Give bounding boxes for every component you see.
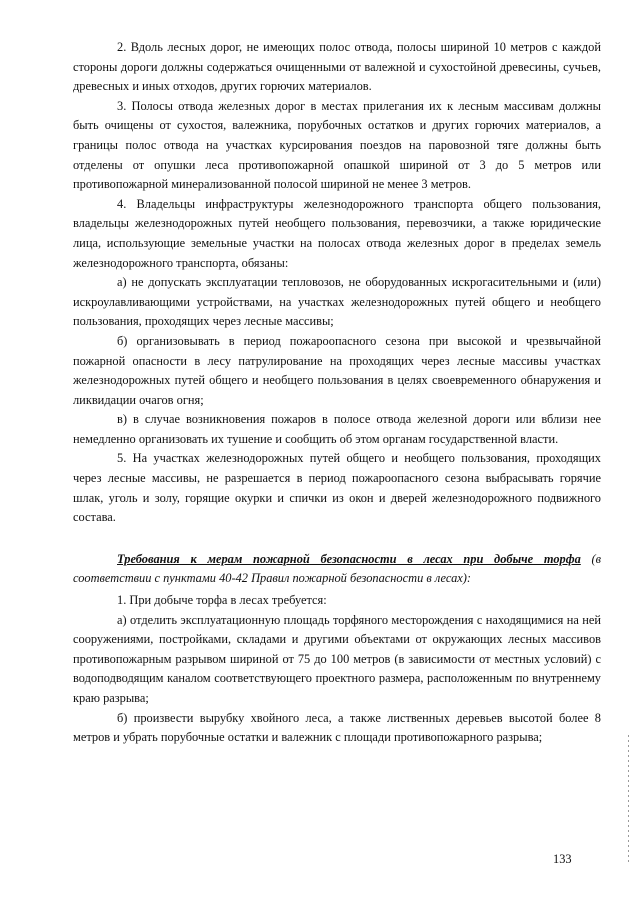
paragraph-4b: б) организовывать в период пожароопасного сезона при высокой и чрезвычайной пожарной опасности в лесу патрулирование на проходящих через лесные массивы участках железнодорожных путей общего и необщего пользования в целях своевременного обнаружения и ликвидации очагов огня; bbox=[73, 333, 601, 407]
paragraph-5: 5. На участках железнодорожных путей общего и необщего пользования, проходящих через лесные массивы, не разрешается в период пожароопасного сезона выбрасывать горячие шлак, уголь и золу, горящие окурки и спички из окон и дверей железнодорожного подвижного состава. bbox=[73, 451, 601, 525]
paragraph-2: 2. Вдоль лесных дорог, не имеющих полос отвода, полосы шириной 10 метров с каждой стороны дороги должны содержаться очищенными от валежной и сухостойной древесины, сучьев, древесных и иных отходов, других горючих материалов. bbox=[73, 40, 601, 94]
section-heading-title: Требования к мерам пожарной безопасности в лесах при добыче торфа bbox=[117, 551, 581, 566]
paragraph-3: 3. Полосы отвода железных дорог в местах прилегания их к лесным массивам должны быть очищены от сухостоя, валежника, порубочных остатков и других горючих материалов, а границы полос отвода на участках курсирования поездов на паровозной тяге должны быть отделены от опушки леса противопожарной опашкой шириной от 3 до 5 метров или противопожарной минерализованной полосой шириной не менее 3 метров. bbox=[73, 98, 601, 192]
page-number: 133 bbox=[553, 852, 572, 866]
peat-paragraph-1b: б) произвести вырубку хвойного леса, а также лиственных деревьев высотой более 8 метров и убрать порубочные остатки и валежник с площади противопожарного разрыва; bbox=[73, 710, 601, 745]
page-body bbox=[73, 38, 601, 748]
scan-edge-mark bbox=[628, 735, 629, 865]
paragraph-4a: а) не допускать эксплуатации тепловозов, не оборудованных искрогасительными и (или) искроулавливающими устройствами, на участках железнодорожных путей общего и необщего пользования, проходящих через лесные массивы; bbox=[73, 275, 601, 329]
paragraph-4: 4. Владельцы инфраструктуры железнодорожного транспорта общего пользования, владельцы железнодорожных путей необщего пользования, перевозчики, а также юридические лица, использующие земельные участки на полосах отвода железных дорог в пределах земель железнодорожного транспорта, обязаны: bbox=[73, 196, 601, 270]
paragraph-4c: в) в случае возникновения пожаров в полосе отвода железной дороги или вблизи нее немедленно организовать их тушение и сообщить об этом органам государственной власти. bbox=[73, 412, 601, 446]
peat-paragraph-1: 1. При добыче торфа в лесах требуется: bbox=[117, 593, 327, 608]
peat-paragraph-1a: а) отделить эксплуатационную площадь торфяного месторождения с находящимися на ней сооружениями, постройками, складами и другими объектами от окружающих лесных массивов противопожарным разрывом шириной от 75 до 100 метров (в зависимости от местных условий) с водоподводящим каналом соответствующего проектного размера, расположенным по внутреннему краю разрыва; bbox=[73, 612, 601, 705]
section-heading-reference: (в соответствии с пунктами 40-42 Правил пожарной безопасности в лесах): bbox=[73, 551, 601, 586]
section-heading bbox=[73, 550, 601, 589]
